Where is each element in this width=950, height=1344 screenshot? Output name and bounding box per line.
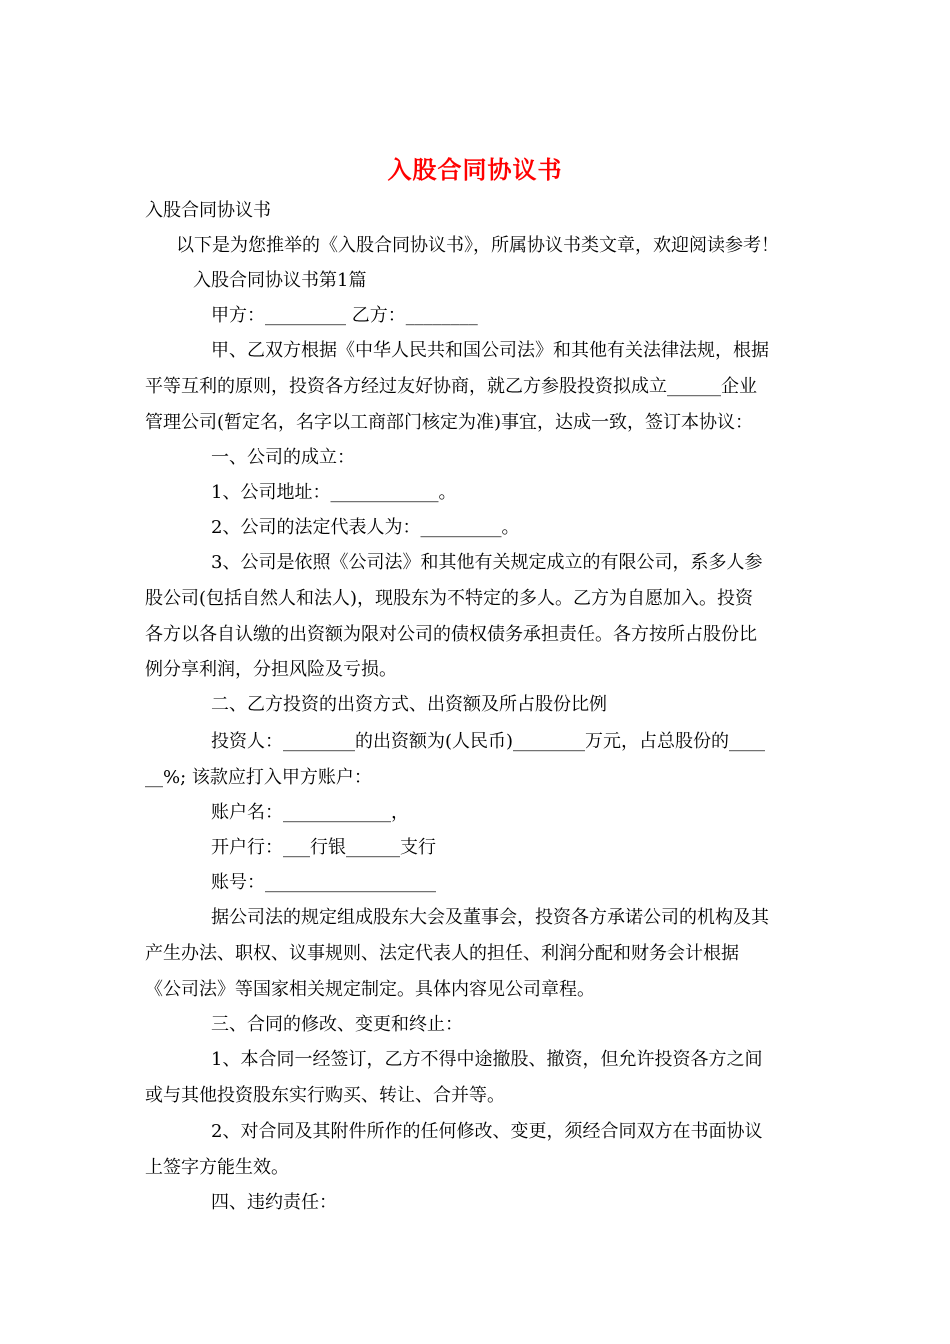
party-line: 甲方：_________ 乙方：________ [211, 305, 478, 326]
paragraph-line: 各方以各自认缴的出资额为限对公司的债权债务承担责任。各方按所占股份比 [145, 624, 757, 645]
paragraph-line: 例分享利润，分担风险及亏损。 [145, 659, 397, 680]
clause-heading: 三、合同的修改、变更和终止： [211, 1014, 463, 1035]
paragraph-line: 《公司法》等国家相关规定制定。具体内容见公司章程。 [145, 979, 595, 1000]
paragraph-line: 平等互利的原则，投资各方经过友好协商，就乙方参股投资拟成立______企业 [145, 376, 757, 397]
clause-item: 2、公司的法定代表人为：_________。 [211, 517, 520, 538]
paragraph-line: __%; 该款应打入甲方账户： [145, 767, 372, 788]
section-heading: 入股合同协议书第1篇 [193, 270, 367, 291]
clause-item: 2、对合同及其附件所作的任何修改、变更，须经合同双方在书面协议 [211, 1121, 763, 1142]
paragraph-line: 据公司法的规定组成股东大会及董事会，投资各方承诺公司的机构及其 [211, 907, 769, 928]
clause-heading: 一、公司的成立： [211, 447, 355, 468]
paragraph-line: 股公司(包括自然人和法人)，现股东为不特定的多人。乙方为自愿加入。投资 [145, 588, 754, 609]
clause-item: 1、本合同一经签订，乙方不得中途撤股、撤资，但允许投资各方之间 [211, 1049, 763, 1070]
paragraph-line: 产生办法、职权、议事规则、法定代表人的担任、利润分配和财务会计根据 [145, 943, 739, 964]
clause-item: 1、公司地址：____________。 [211, 482, 457, 503]
paragraph-line: 管理公司(暂定名，名字以工商部门核定为准)事宜，达成一致，签订本协议： [145, 412, 754, 433]
doc-subtitle: 入股合同协议书 [145, 200, 271, 221]
account-number-line: 账号：___________________ [211, 872, 436, 893]
document-title: 入股合同协议书 [387, 155, 563, 184]
clause-item: 投资人：________的出资额为(人民币)________万元，占总股份的____ [211, 731, 766, 752]
bank-line: 开户行：___行银______支行 [211, 837, 436, 858]
clause-item: 3、公司是依照《公司法》和其他有关规定成立的有限公司，系多人参 [211, 552, 763, 573]
paragraph-line: 甲、乙双方根据《中华人民共和国公司法》和其他有关法律法规，根据 [211, 340, 769, 361]
account-name-line: 账户名：____________， [211, 802, 409, 823]
paragraph-line: 或与其他投资股东实行购买、转让、合并等。 [145, 1085, 505, 1106]
clause-heading: 二、乙方投资的出资方式、出资额及所占股份比例 [211, 694, 607, 715]
paragraph-line: 上签字方能生效。 [145, 1157, 289, 1178]
clause-heading: 四、违约责任： [211, 1192, 337, 1213]
intro-paragraph: 以下是为您推举的《入股合同协议书》，所属协议书类文章，欢迎阅读参考！ [176, 235, 779, 256]
